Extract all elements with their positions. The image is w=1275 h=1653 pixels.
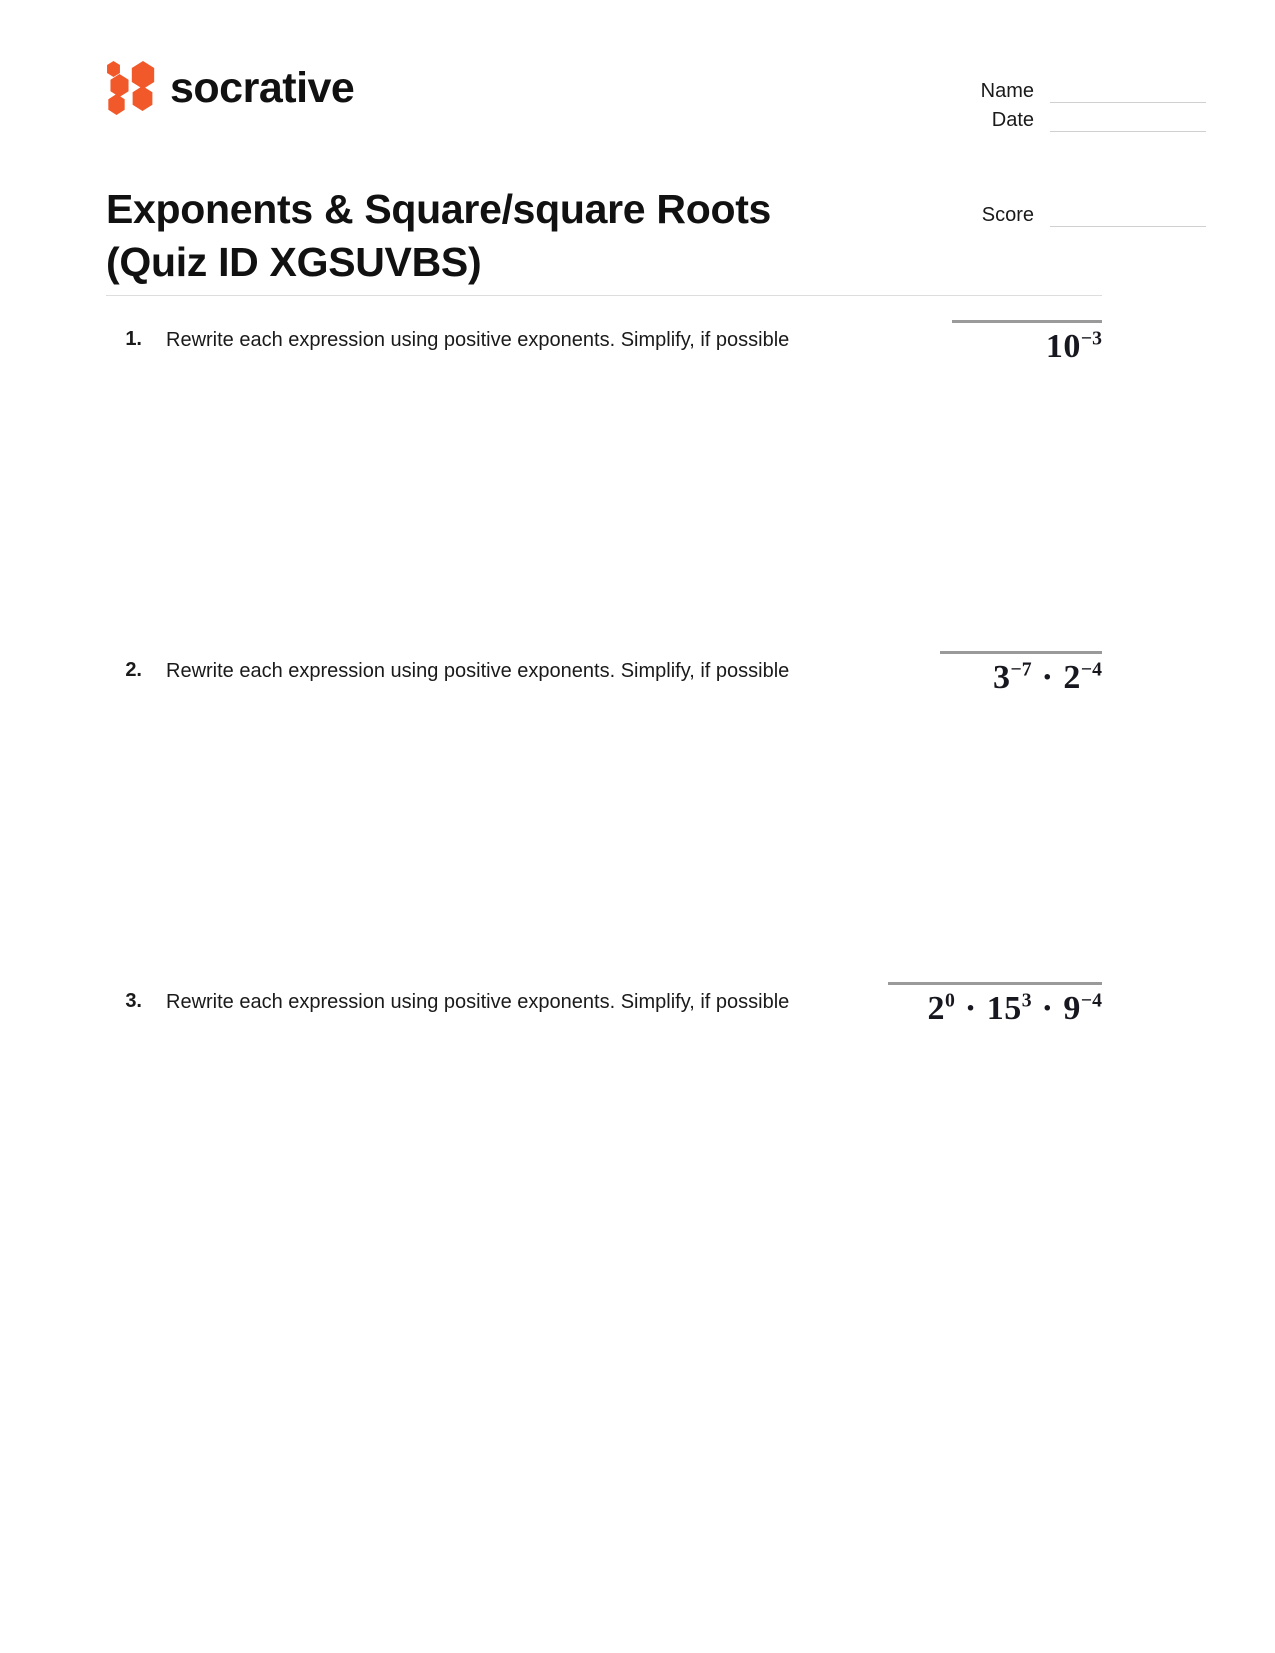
math-expression	[928, 991, 1103, 1028]
date-field-row	[874, 103, 1206, 132]
question-prompt: Rewrite each expression using positive exponents. Simplify, if possible	[166, 660, 790, 682]
question-item	[106, 982, 1102, 1313]
expression-base: 2	[927, 990, 945, 1027]
expression-rule	[952, 320, 1102, 323]
question-row	[106, 320, 1102, 366]
multiplication-operator: ·	[955, 990, 986, 1027]
name-field-row	[874, 74, 1206, 103]
socrative-wordmark: socrative	[170, 63, 355, 112]
expression-exponent: −3	[1080, 327, 1102, 350]
expression-rule	[940, 651, 1102, 654]
page-title: Exponents & Square/square Roots (Quiz ID XGSUVBS)	[106, 186, 772, 285]
expression-exponent: 0	[945, 989, 955, 1012]
question-expression-block	[940, 651, 1102, 697]
expression-rule	[888, 982, 1102, 985]
math-expression	[993, 660, 1102, 697]
hexagon-shape	[131, 86, 154, 111]
expression-exponent: −7	[1010, 658, 1032, 681]
expression-exponent: −4	[1080, 989, 1102, 1012]
expression-base: 10	[1045, 328, 1081, 365]
expression-exponent: −4	[1080, 658, 1102, 681]
hexagon-shape	[107, 94, 126, 115]
question-item	[106, 320, 1102, 651]
expression-base: 15	[986, 990, 1022, 1027]
page-header	[106, 58, 1106, 288]
expression-base: 3	[992, 659, 1011, 696]
date-input-line[interactable]	[1050, 113, 1206, 132]
question-number: 2.	[125, 659, 142, 681]
question-row	[106, 982, 1102, 1028]
expression-exponent: 3	[1021, 989, 1032, 1012]
expression-base: 2	[1063, 659, 1081, 696]
socrative-hexagons-logo-icon	[106, 61, 158, 115]
score-label: Score	[981, 204, 1034, 226]
name-label: Name	[980, 80, 1034, 102]
score-field-row	[874, 198, 1206, 227]
math-expression	[1046, 329, 1102, 366]
hexagon-shape	[109, 74, 130, 97]
question-expression-block	[952, 320, 1102, 366]
question-number: 3.	[125, 990, 142, 1012]
date-label: Date	[991, 109, 1034, 131]
question-expression-block	[888, 982, 1102, 1028]
multiplication-operator: ·	[1032, 990, 1063, 1027]
question-prompt: Rewrite each expression using positive exponents. Simplify, if possible	[166, 991, 790, 1013]
question-item	[106, 651, 1102, 982]
socrative-brand	[106, 58, 354, 118]
expression-base: 9	[1063, 990, 1081, 1027]
header-divider	[106, 295, 1102, 296]
score-input-line[interactable]	[1050, 208, 1206, 227]
question-number: 1.	[125, 328, 142, 350]
multiplication-operator: ·	[1032, 659, 1063, 696]
student-info-fields	[874, 74, 1206, 227]
questions-list	[106, 320, 1102, 1313]
question-prompt: Rewrite each expression using positive exponents. Simplify, if possible	[166, 329, 790, 351]
hexagon-shape	[130, 61, 156, 89]
question-row	[106, 651, 1102, 697]
name-input-line[interactable]	[1050, 84, 1206, 103]
